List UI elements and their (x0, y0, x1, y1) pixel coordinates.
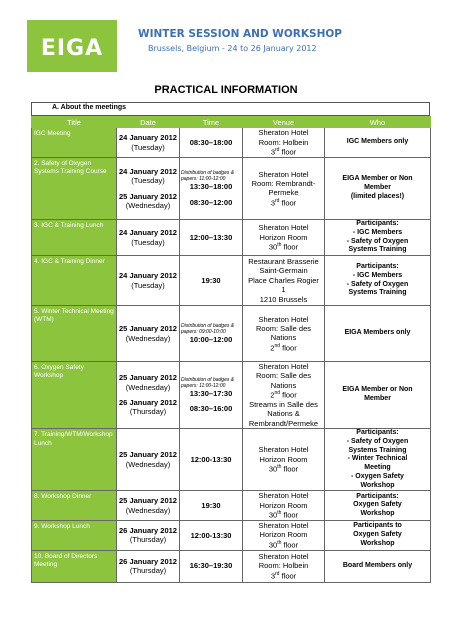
audience-line: Systems Training (348, 446, 407, 454)
venue-line: floor (281, 571, 297, 581)
venue-line: Permeke (268, 188, 299, 198)
time-line: 08:30–18:00 (189, 137, 233, 147)
audience-line: Participants: (356, 220, 399, 227)
audience-line: IGC Members only (346, 138, 409, 146)
venue-line: floor (283, 540, 299, 550)
column-header-title: Title (32, 117, 117, 128)
audience-line: Oxygen Safety (353, 530, 402, 538)
weekday-line: (Wednesday) (125, 505, 171, 515)
date-line: 25 January 2012 (119, 450, 177, 460)
venue-line: Nations & (267, 409, 300, 419)
weekday-line: (Wednesday) (125, 200, 171, 210)
meeting-audience (325, 429, 431, 491)
venue-line: 2 (270, 390, 275, 400)
meeting-title: 4. IGC & Training Dinner (32, 256, 117, 306)
meeting-audience (325, 362, 431, 429)
audience-line: EIGA Member or Non (342, 175, 413, 183)
section-label: A. About the meetings (52, 104, 127, 111)
table-row (32, 550, 431, 582)
ordinal-suffix: th (277, 539, 282, 546)
event-title: WINTER SESSION AND WORKSHOP (138, 28, 343, 40)
date-line: 25 January 2012 (119, 191, 177, 201)
venue-line: floor (281, 147, 297, 157)
table-row (32, 429, 431, 491)
meetings-table (31, 116, 431, 583)
meeting-venue (243, 220, 325, 256)
ordinal-suffix: rd (275, 570, 280, 577)
meeting-time (180, 362, 243, 429)
meeting-audience (325, 306, 431, 362)
table-row (32, 220, 431, 256)
meeting-venue (243, 128, 325, 158)
time-line: 10:00–12:00 (189, 334, 233, 344)
meeting-date (117, 128, 180, 158)
table-row (32, 306, 431, 362)
venue-line: 30 (268, 510, 278, 520)
venue-line: floor (282, 390, 297, 400)
meeting-title: 2. Safety of Oxygen Systems Training Course (32, 158, 117, 220)
weekday-line: (Wednesday) (125, 459, 171, 469)
column-header-who: Who (325, 117, 431, 128)
venue-line: Room: Holbein (258, 137, 309, 147)
section-header (31, 102, 430, 116)
venue-line: floor (281, 198, 297, 208)
ordinal-suffix: rd (275, 197, 280, 204)
meeting-title: 8. Workshop Dinner (32, 491, 117, 521)
venue-line: 2 (270, 343, 275, 353)
audience-line: - IGC Members (352, 271, 403, 279)
audience-line: EIGA Members only (344, 329, 411, 337)
meeting-date (117, 220, 180, 256)
venue-line: Restaurant Brasserie (248, 257, 319, 267)
audience-line: Workshop (360, 510, 395, 518)
time-line: 13:30–18:00 (189, 182, 233, 192)
venue-line: Room: Holbein (258, 561, 309, 571)
venue-line: 3 (270, 571, 276, 581)
date-line: 24 January 2012 (119, 133, 177, 143)
venue-line: Room: Rembrandt- (251, 178, 316, 188)
venue-line: 30 (268, 242, 278, 252)
venue-line: Horizon Room (259, 530, 308, 540)
date-line: 24 January 2012 (119, 271, 177, 281)
venue-line: floor (283, 464, 299, 474)
meeting-venue (243, 550, 325, 582)
audience-line: - Safety of Oxygen (346, 280, 409, 288)
venue-line: Sheraton Hotel (258, 521, 309, 530)
table-row (32, 256, 431, 306)
date-line: 24 January 2012 (119, 166, 177, 176)
venue-line: 3 (270, 147, 276, 157)
meeting-time (180, 128, 243, 158)
weekday-line: (Wednesday) (125, 333, 171, 343)
venue-line: Sheraton Hotel (258, 314, 309, 324)
weekday-line: (Thursday) (129, 535, 167, 545)
audience-line: Participants: (356, 429, 399, 437)
meeting-audience (325, 220, 431, 256)
meeting-venue (243, 256, 325, 306)
table-header-row (32, 117, 431, 128)
meeting-audience (325, 521, 431, 551)
venue-line: Sheraton Hotel (258, 223, 309, 233)
badge-distribution-note: Distribution of badges & papers: 09:00-10:00 (181, 322, 235, 335)
meeting-venue (243, 306, 325, 362)
meeting-date (117, 550, 180, 582)
audience-line: Participants: (356, 263, 399, 270)
meeting-audience (325, 128, 431, 158)
weekday-line: (Tuesday) (131, 142, 165, 152)
meeting-time (180, 429, 243, 491)
weekday-line: (Tuesday) (131, 280, 165, 290)
audience-line: Oxygen Safety (353, 501, 402, 509)
meeting-title: 10. Board of Directors Meeting (32, 550, 117, 582)
ordinal-suffix: th (277, 510, 282, 517)
venue-line: Sheraton Hotel (258, 551, 309, 561)
meeting-time (180, 220, 243, 256)
ordinal-suffix: th (277, 464, 282, 471)
badge-distribution-note: Distribution of badges & papers: 11:00-12:00 (181, 376, 235, 389)
audience-line: Participants: (356, 492, 399, 500)
table-row (32, 128, 431, 158)
venue-line: 30 (268, 464, 278, 474)
meeting-date (117, 362, 180, 429)
table-row (32, 491, 431, 521)
meeting-date (117, 158, 180, 220)
meeting-title: 9. Workshop Lunch (32, 521, 117, 551)
meeting-time (180, 521, 243, 551)
eiga-logo: EIGA (27, 20, 117, 72)
venue-line: floor (283, 510, 299, 520)
meeting-venue (243, 521, 325, 551)
meeting-title: 6. Oxygen Safety Workshop (32, 362, 117, 429)
venue-line: Room: Salle des (255, 371, 312, 381)
meeting-audience (325, 158, 431, 220)
audience-line: Participants to (353, 522, 402, 530)
meeting-time (180, 550, 243, 582)
venue-line: Sheraton Hotel (258, 169, 309, 179)
meeting-time (180, 306, 243, 362)
date-line: 25 January 2012 (119, 496, 177, 506)
meeting-time (180, 256, 243, 306)
audience-line: Systems Training (348, 289, 407, 297)
weekday-line: (Wednesday) (125, 382, 171, 392)
time-line: 19:30 (201, 275, 221, 285)
date-line: 24 January 2012 (119, 228, 177, 238)
audience-line: Workshop (360, 539, 395, 547)
weekday-line: (Tuesday) (131, 237, 165, 247)
time-line: 12:00-13:30 (190, 455, 232, 465)
meeting-date (117, 491, 180, 521)
venue-line: Rembrandt/Permeke (248, 418, 319, 428)
venue-line: floor (282, 343, 297, 353)
audience-line: EIGA Member or Non (342, 386, 413, 394)
page-heading: PRACTICAL INFORMATION (154, 84, 298, 96)
audience-line: (limited places!) (350, 192, 405, 200)
table-row (32, 362, 431, 429)
meeting-venue (243, 429, 325, 491)
event-subtitle: Brussels, Belgium - 24 to 26 January 2012 (148, 44, 317, 53)
venue-line: floor (283, 242, 299, 252)
meeting-venue (243, 158, 325, 220)
meeting-date (117, 256, 180, 306)
meeting-time (180, 491, 243, 521)
meeting-venue (243, 362, 325, 429)
weekday-line: (Thursday) (129, 407, 167, 417)
time-line: 16:30–19:30 (189, 561, 233, 571)
date-line: 26 January 2012 (119, 556, 177, 566)
meeting-title: IGC Meeting (32, 128, 117, 158)
meeting-title: 5. Winter Technical Meeting (WTM) (32, 306, 117, 362)
badge-distribution-note: Distribution of badges & papers: 11:00-12:00 (181, 170, 235, 183)
time-line: 19:30 (201, 501, 221, 510)
meeting-date (117, 521, 180, 551)
meeting-audience (325, 256, 431, 306)
venue-line: Horizon Room (259, 232, 308, 242)
date-line: 26 January 2012 (119, 525, 177, 535)
audience-line: Systems Training (348, 246, 407, 254)
time-line: 12:00–13:30 (189, 232, 233, 242)
venue-line: Nations (270, 333, 297, 343)
venue-line: Sheraton Hotel (258, 362, 309, 371)
audience-line: - Safety of Oxygen (346, 237, 409, 245)
ordinal-suffix: th (277, 241, 282, 248)
column-header-time: Time (180, 117, 243, 128)
meeting-venue (243, 491, 325, 521)
venue-line: 3 (270, 198, 276, 208)
time-line: 08:30–12:00 (189, 197, 233, 207)
venue-line: Sheraton Hotel (258, 491, 309, 501)
audience-line: - Safety of Oxygen (346, 437, 409, 445)
venue-line: Saint-Germain (259, 266, 308, 276)
date-line: 25 January 2012 (119, 324, 177, 334)
column-header-venue: Venue (243, 117, 325, 128)
audience-line: Member (364, 184, 391, 192)
ordinal-suffix: nd (274, 390, 281, 397)
table-row (32, 158, 431, 220)
venue-line: Room: Salle des (255, 323, 312, 333)
audience-line: Board Members only (342, 561, 413, 569)
table-row (32, 521, 431, 551)
venue-line: Streams in Salle des (249, 400, 318, 409)
venue-line: Sheraton Hotel (258, 128, 309, 138)
time-line: 13:30–17:30 (189, 388, 233, 398)
audience-line: Member (364, 395, 391, 403)
meeting-date (117, 429, 180, 491)
date-line: 25 January 2012 (119, 373, 177, 383)
audience-line: - Oxygen Safety (351, 472, 404, 480)
time-line: 08:30–16:00 (189, 404, 233, 414)
venue-line: 1210 Brussels (259, 294, 308, 304)
audience-line: - Winter Technical (347, 455, 408, 463)
venue-line: 30 (268, 540, 278, 550)
meeting-time (180, 158, 243, 220)
audience-line: - IGC Members (352, 228, 403, 236)
ordinal-suffix: rd (275, 146, 280, 153)
weekday-line: (Tuesday) (131, 176, 165, 186)
venue-line: 1 (281, 285, 286, 295)
meeting-audience (325, 550, 431, 582)
audience-line: Meeting (364, 464, 391, 472)
venue-line: Horizon Room (259, 500, 308, 510)
venue-line: Horizon Room (259, 454, 308, 464)
time-line: 12:00-13:30 (190, 530, 232, 540)
meeting-date (117, 306, 180, 362)
meeting-audience (325, 491, 431, 521)
column-header-date: Date (117, 117, 180, 128)
weekday-line: (Thursday) (129, 566, 167, 576)
date-line: 26 January 2012 (119, 398, 177, 408)
venue-line: Sheraton Hotel (258, 445, 309, 455)
ordinal-suffix: nd (274, 342, 281, 349)
venue-line: Place Charles Rogier (248, 275, 319, 285)
meeting-title: 7. Training/WTM/Workshop Lunch (32, 429, 117, 491)
audience-line: Workshop (360, 481, 395, 489)
venue-line: Nations (270, 380, 297, 390)
meeting-title: 3. IGC & Training Lunch (32, 220, 117, 256)
